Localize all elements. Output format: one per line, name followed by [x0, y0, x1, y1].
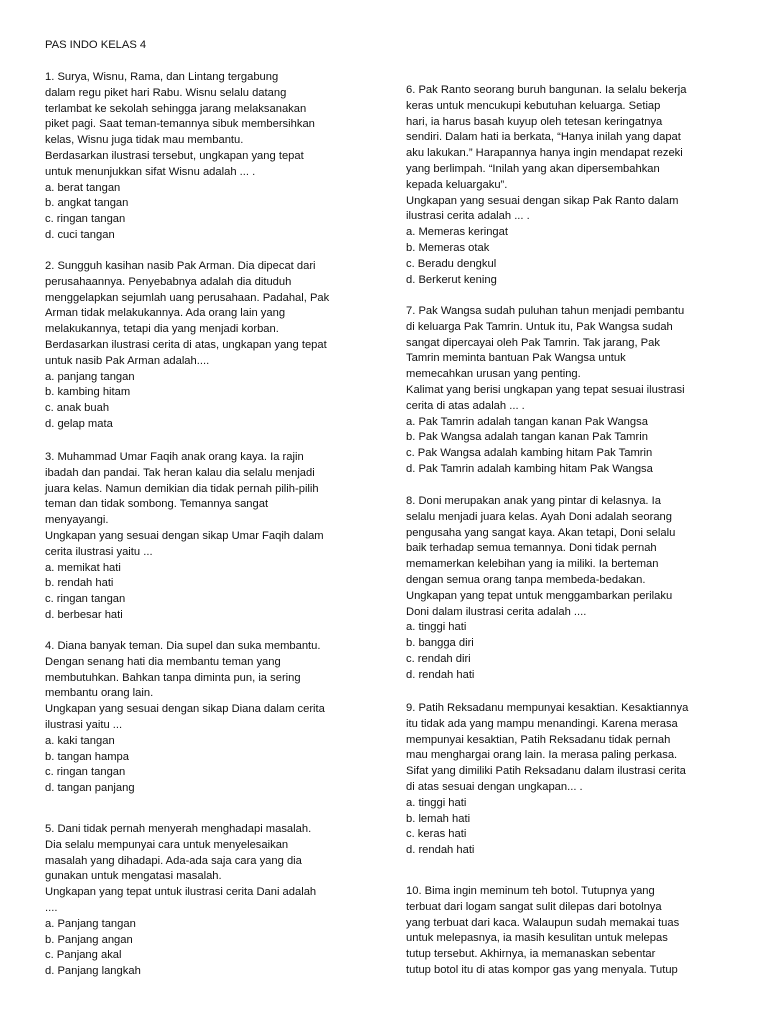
question-line: menggelapkan sejumlah uang perusahaan. Padahal, Pak	[45, 291, 330, 304]
question-line: b. lemah hati	[406, 812, 471, 825]
question-line: selalu menjadi juara kelas. Ayah Doni adalah seorang	[406, 510, 672, 523]
question-line: c. ringan tangan	[45, 593, 126, 606]
question-line: 7. Pak Wangsa sudah puluhan tahun menjadi pembantu	[406, 305, 685, 317]
question-line: di atas sesuai dengan ungkapan... .	[406, 780, 583, 793]
question-line: 5. Dani tidak pernah menyerah menghadapi masalah.	[45, 823, 312, 835]
question-line: terlambat ke sekolah sehingga jarang melaksanakan	[45, 102, 307, 115]
question-block	[406, 701, 736, 859]
question-block	[45, 639, 375, 797]
question-line: c. ringan tangan	[45, 766, 126, 779]
question-line: Tamrin meminta bantuan Pak Wangsa untuk	[406, 352, 626, 365]
question-block	[45, 450, 375, 624]
question-line: Dia selalu mempunyai cara untuk menyelesaikan	[45, 838, 289, 851]
question-line: ibadah dan pandai. Tak heran kalau dia selalu menjadi	[45, 466, 315, 479]
question-line: c. Panjang akal	[45, 949, 122, 962]
question-line: a. memikat hati	[45, 561, 121, 574]
question-line: ....	[45, 901, 58, 914]
question-line: Berdasarkan ilustrasi cerita di atas, ungkapan yang tepat	[45, 338, 327, 351]
question-line: cerita ilustrasi yaitu ...	[45, 545, 153, 558]
question-line: b. kambing hitam	[45, 386, 131, 399]
question-line: Arman tidak melakukannya. Ada orang lain yang	[45, 307, 286, 320]
question-line: untuk nasib Pak Arman adalah....	[45, 354, 210, 367]
question-line: untuk menunjukkan sifat Wisnu adalah ... .	[45, 165, 256, 178]
question-line: d. Pak Tamrin adalah kambing hitam Pak Wangsa	[406, 462, 653, 475]
question-line: Sifat yang dimiliki Patih Reksadanu dalam ilustrasi cerita	[406, 765, 686, 778]
question-line: memecahkan urusan yang penting.	[406, 368, 581, 381]
question-line: Kalimat yang berisi ungkapan yang tepat sesuai ilustrasi	[406, 383, 685, 396]
question-line: b. Pak Wangsa adalah tangan kanan Pak Tamrin	[406, 431, 648, 444]
question-line: c. rendah diri	[406, 652, 471, 665]
question-line: d. cuci tangan	[45, 228, 115, 241]
question-block	[406, 884, 736, 979]
question-line: membutuhkan. Bahkan tanpa diminta pun, ia sering	[45, 671, 301, 684]
question-block	[45, 259, 375, 433]
question-line: untuk melepasnya, ia masih kesulitan untuk melepas	[406, 932, 668, 945]
question-line: d. Berkerut kening	[406, 273, 497, 286]
question-line: itu tidak ada yang mampu menandingi. Karena merasa	[406, 717, 678, 730]
question-line: d. tangan panjang	[45, 782, 135, 795]
question-line: yang berlimpah. “Inilah yang akan dipersembahkan	[406, 162, 660, 175]
question-line: Ungkapan yang sesuai dengan sikap Pak Ranto dalam	[406, 194, 679, 207]
question-line: b. rendah hati	[45, 577, 114, 590]
question-line: b. Memeras otak	[406, 241, 490, 254]
question-line: 8. Doni merupakan anak yang pintar di kelasnya. Ia	[406, 495, 661, 507]
question-line: Doni dalam ilustrasi cerita adalah ....	[406, 605, 587, 618]
question-line: kelas, Wisnu juga tidak mau membantu.	[45, 134, 244, 147]
question-line: keras untuk mencukupi kebutuhan keluarga. Setiap	[406, 99, 661, 112]
question-line: c. anak buah	[45, 402, 110, 415]
question-line: menyayangi.	[45, 514, 109, 527]
question-line: c. Pak Wangsa adalah kambing hitam Pak Tamrin	[406, 447, 653, 460]
page-title: PAS INDO KELAS 4	[45, 39, 147, 51]
question-line: Ungkapan yang sesuai dengan sikap Umar Faqih dalam	[45, 529, 324, 542]
question-line: piket pagi. Saat teman-temannya sibuk membersihkan	[45, 118, 315, 131]
question-line: 3. Muhammad Umar Faqih anak orang kaya. Ia rajin	[45, 451, 304, 463]
question-line: d. Panjang langkah	[45, 965, 141, 978]
question-line: 10. Bima ingin meminum teh botol. Tutupnya yang	[406, 885, 655, 897]
question-line: aku lakukan.” Harapannya hanya ingin mendapat rezeki	[406, 147, 683, 160]
question-line: dengan semua orang tanpa membeda-bedakan.	[406, 573, 646, 586]
question-line: baik terhadap semua temannya. Doni tidak pernah	[406, 542, 657, 555]
question-line: sangat dipercayai oleh Pak Tamrin. Tak jarang, Pak	[406, 336, 660, 349]
question-block	[45, 822, 375, 980]
question-line: masalah yang dihadapi. Ada-ada saja cara yang dia	[45, 854, 302, 867]
question-line: 2. Sungguh kasihan nasib Pak Arman. Dia dipecat dari	[45, 260, 316, 272]
question-line: a. kaki tangan	[45, 734, 115, 747]
question-line: b. tangan hampa	[45, 750, 129, 763]
question-line: 4. Diana banyak teman. Dia supel dan suka membantu.	[45, 640, 321, 652]
question-line: melakukannya, tetapi dia yang menjadi korban.	[45, 323, 279, 336]
question-line: Dengan senang hati dia membantu teman yang	[45, 655, 281, 668]
question-line: gunakan untuk mengatasi masalah.	[45, 870, 222, 883]
question-line: yang terbuat dari kaca. Walaupun sudah memakai tuas	[406, 916, 680, 929]
question-line: 9. Patih Reksadanu mempunyai kesaktian. Kesaktiannya	[406, 702, 689, 714]
question-line: a. berat tangan	[45, 181, 121, 194]
question-line: terbuat dari logam sangat sulit dilepas dari botolnya	[406, 900, 662, 913]
question-line: d. rendah hati	[406, 844, 475, 857]
question-line: Ungkapan yang tepat untuk menggambarkan perilaku	[406, 589, 673, 602]
question-line: 6. Pak Ranto seorang buruh bangunan. Ia selalu bekerja	[406, 84, 687, 96]
question-line: b. bangga diri	[406, 637, 474, 650]
question-line: hari, ia harus basah kuyup oleh tetesan keringatnya	[406, 115, 663, 128]
question-line: mau menghargai orang lain. Ia merasa paling perkasa.	[406, 749, 678, 762]
question-line: d. gelap mata	[45, 417, 113, 430]
question-line: c. ringan tangan	[45, 213, 126, 226]
question-line: a. Pak Tamrin adalah tangan kanan Pak Wangsa	[406, 415, 648, 428]
question-line: mempunyai kesaktian, Patih Reksadanu tidak pernah	[406, 733, 671, 746]
question-line: a. panjang tangan	[45, 370, 135, 383]
question-line: dalam regu piket hari Rabu. Wisnu selalu datang	[45, 86, 287, 99]
question-line: a. tinggi hati	[406, 796, 467, 809]
question-line: a. Panjang tangan	[45, 917, 136, 930]
question-line: Ungkapan yang tepat untuk ilustrasi cerita Dani adalah	[45, 886, 317, 899]
question-line: sendiri. Dalam hati ia berkata, “Hanya inilah yang dapat	[406, 131, 681, 144]
question-line: c. Beradu dengkul	[406, 257, 497, 270]
question-line: cerita di atas adalah ... .	[406, 399, 525, 412]
question-line: d. rendah hati	[406, 668, 475, 681]
question-line: perusahaannya. Penyebabnya adalah dia dituduh	[45, 275, 292, 288]
question-line: memamerkan kelebihan yang ia miliki. Ia berteman	[406, 558, 659, 571]
question-line: membantu orang lain.	[45, 687, 154, 700]
question-block	[406, 83, 736, 288]
question-line: b. angkat tangan	[45, 197, 129, 210]
question-line: c. keras hati	[406, 828, 467, 841]
question-block	[406, 494, 736, 684]
question-line: ilustrasi cerita adalah ... .	[406, 210, 530, 223]
question-line: Ungkapan yang sesuai dengan sikap Diana dalam cerita	[45, 703, 325, 716]
question-line: pengusaha yang sangat kaya. Akan tetapi, Doni selalu	[406, 526, 676, 539]
question-line: b. Panjang angan	[45, 933, 133, 946]
question-line: di keluarga Pak Tamrin. Untuk itu, Pak Wangsa sudah	[406, 320, 673, 333]
question-line: tutup tersebut. Akhirnya, ia memanaskan sebentar	[406, 948, 656, 961]
question-line: juara kelas. Namun demikian dia tidak pernah pilih-pilih	[45, 482, 319, 495]
question-block	[406, 304, 736, 478]
question-line: teman dan tidak sombong. Temannya sangat	[45, 498, 269, 511]
question-line: a. Memeras keringat	[406, 226, 508, 239]
question-line: 1. Surya, Wisnu, Rama, dan Lintang tergabung	[45, 71, 279, 83]
question-line: a. tinggi hati	[406, 621, 467, 634]
question-block	[45, 70, 375, 244]
question-line: ilustrasi yaitu ...	[45, 718, 123, 731]
question-line: kepada keluargaku”.	[406, 178, 508, 191]
question-line: d. berbesar hati	[45, 608, 123, 621]
question-line: Berdasarkan ilustrasi tersebut, ungkapan yang tepat	[45, 149, 304, 162]
question-line: tutup botol itu di atas kompor gas yang menyala. Tutup	[406, 963, 678, 976]
